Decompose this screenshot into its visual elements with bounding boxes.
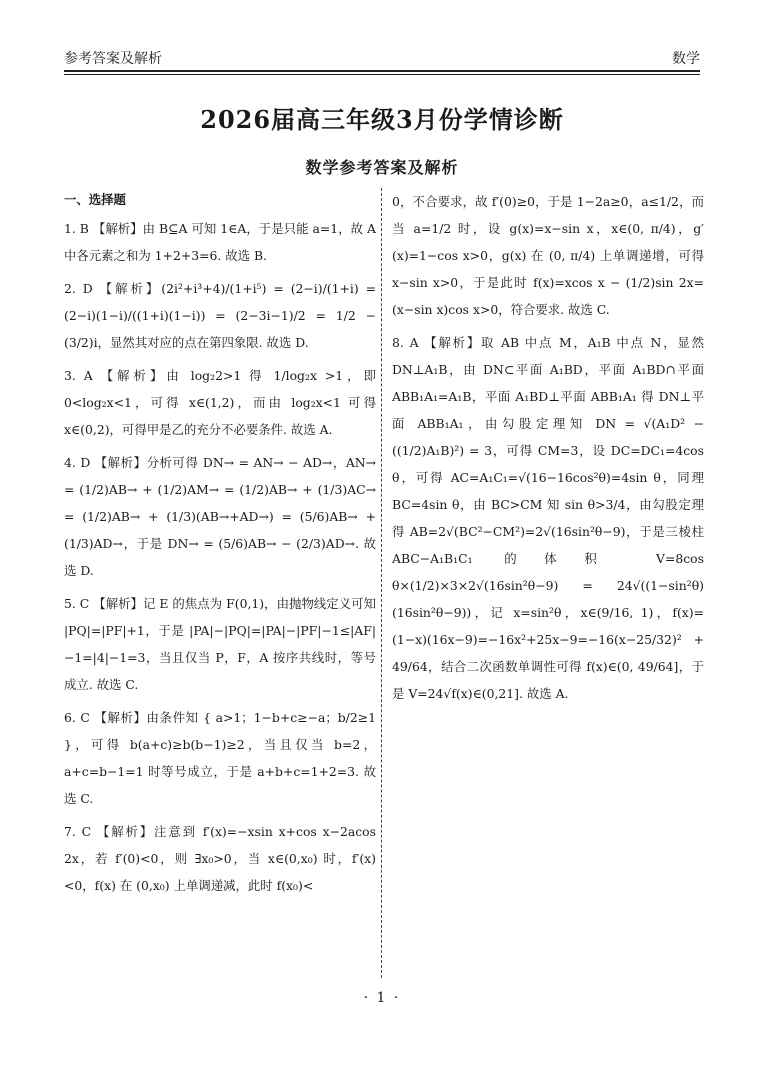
header-left-label: 参考答案及解析 [64, 51, 162, 67]
answer-item-4: 4. D 【解析】分析可得 DN→ = AN→ − AD→，AN→ = (1/2)AB→ + (1/2)AM→ = (1/2)AB→ + (1/3)AC→ = (1/2)AB→ + (1/3)(AB→+AD→) = (5/6)AB→ + (1/3)AD→，于是 DN→ = (5/6)AB→ − (2/3)AD→. 故选 D. [64, 455, 376, 578]
answer-item-5: 5. C 【解析】记 E 的焦点为 F(0,1)，由抛物线定义可知 |PQ|=|PF|+1，于是 |PA|−|PQ|=|PA|−|PF|−1≤|AF|−1=|4|−1=3，当且仅当 P，F，A 按序共线时，等号成立. 故选 C. [64, 596, 376, 692]
section-heading-choice: 一、选择题 [64, 192, 126, 207]
answer-item-1: 1. B 【解析】由 B⊆A 可知 1∈A，于是只能 a=1，故 A 中各元素之和为 1+2+3=6. 故选 B. [64, 221, 376, 263]
answer-item-3: 3. A 【解析】由 log₂2>1 得 1/log₂x >1，即 0<log₂x<1，可得 x∈(1,2)，而由 log₂x<1 可得 x∈(0,2)，可得甲是乙的充分不必要条件. 故选 A. [64, 368, 376, 437]
left-column [64, 186, 376, 905]
document-title: 2026届高三年级3月份学情诊断 [200, 105, 564, 134]
header-rule-thick [64, 70, 700, 72]
page-number: · 1 · [363, 990, 401, 1006]
header-rule-thin [64, 74, 700, 75]
answer-item-7: 7. C 【解析】注意到 f′(x)=−xsin x+cos x−2acos 2x，若 f′(0)<0，则 ∃x₀>0，当 x∈(0,x₀) 时，f′(x)<0，f(x) 在 (0,x₀) 上单调递减，此时 f(x₀)< [64, 824, 376, 893]
answer-item-7-continued: 0，不合要求，故 f′(0)≥0，于是 1−2a≥0，a≤1/2，而当 a=1/2 时，设 g(x)=x−sin x，x∈(0, π/4)，g′(x)=1−cos x>0，g(x) 在 (0, π/4) 上单调递增，可得 x−sin x>0，于是此时 f(x)=xcos x − (1/2)sin 2x=(x−sin x)cos x>0，符合要求. 故选 C. [392, 194, 704, 317]
page-header [64, 44, 700, 68]
header-subject-label: 数学 [672, 51, 700, 67]
column-divider [381, 188, 382, 978]
answer-item-8: 8. A 【解析】取 AB 中点 M，A₁B 中点 N，显然 DN⊥A₁B，由 DN⊂平面 A₁BD，平面 A₁BD∩平面 ABB₁A₁=A₁B，平面 A₁BD⊥平面 ABB₁A₁ 得 DN⊥平面 ABB₁A₁，由勾股定理知 DN = √(A₁D² − ((1/2)A₁B)²) = 3，可得 CM=3，设 DC=DC₁=4cos θ，可得 AC=A₁C₁=√(16−16cos²θ)=4sin θ，同理 BC=4sin θ，由 BC>CM 知 sin θ>3/4，由勾股定理得 AB=2√(BC²−CM²)=2√(16sin²θ−9)，于是三棱柱 ABC−A₁B₁C₁ 的体积 V=8cos θ×(1/2)×3×2√(16sin²θ−9) = 24√((1−sin²θ)(16sin²θ−9))，记 x=sin²θ，x∈(9/16, 1)，f(x)=(1−x)(16x−9)=−16x²+25x−9=−16(x−25/32)² + 49/64，结合二次函数单调性可得 f(x)∈(0, 49/64]，于是 V=24√f(x)∈(0,21]. 故选 A. [392, 335, 704, 701]
document-subtitle: 数学参考答案及解析 [305, 158, 459, 177]
right-column [392, 188, 704, 713]
answer-item-2: 2. D 【解析】(2i²+i³+4)/(1+i⁵) = (2−i)/(1+i) = (2−i)(1−i)/((1+i)(1−i)) = (2−3i−1)/2 = 1/2 − (3/2)i，显然其对应的点在第四象限. 故选 D. [64, 281, 376, 350]
answer-item-6: 6. C 【解析】由条件知 { a>1；1−b+c≥−a；b/2≥1 }，可得 b(a+c)≥b(b−1)≥2，当且仅当 b=2，a+c=b−1=1 时等号成立，于是 a+b+c=1+2=3. 故选 C. [64, 710, 376, 806]
